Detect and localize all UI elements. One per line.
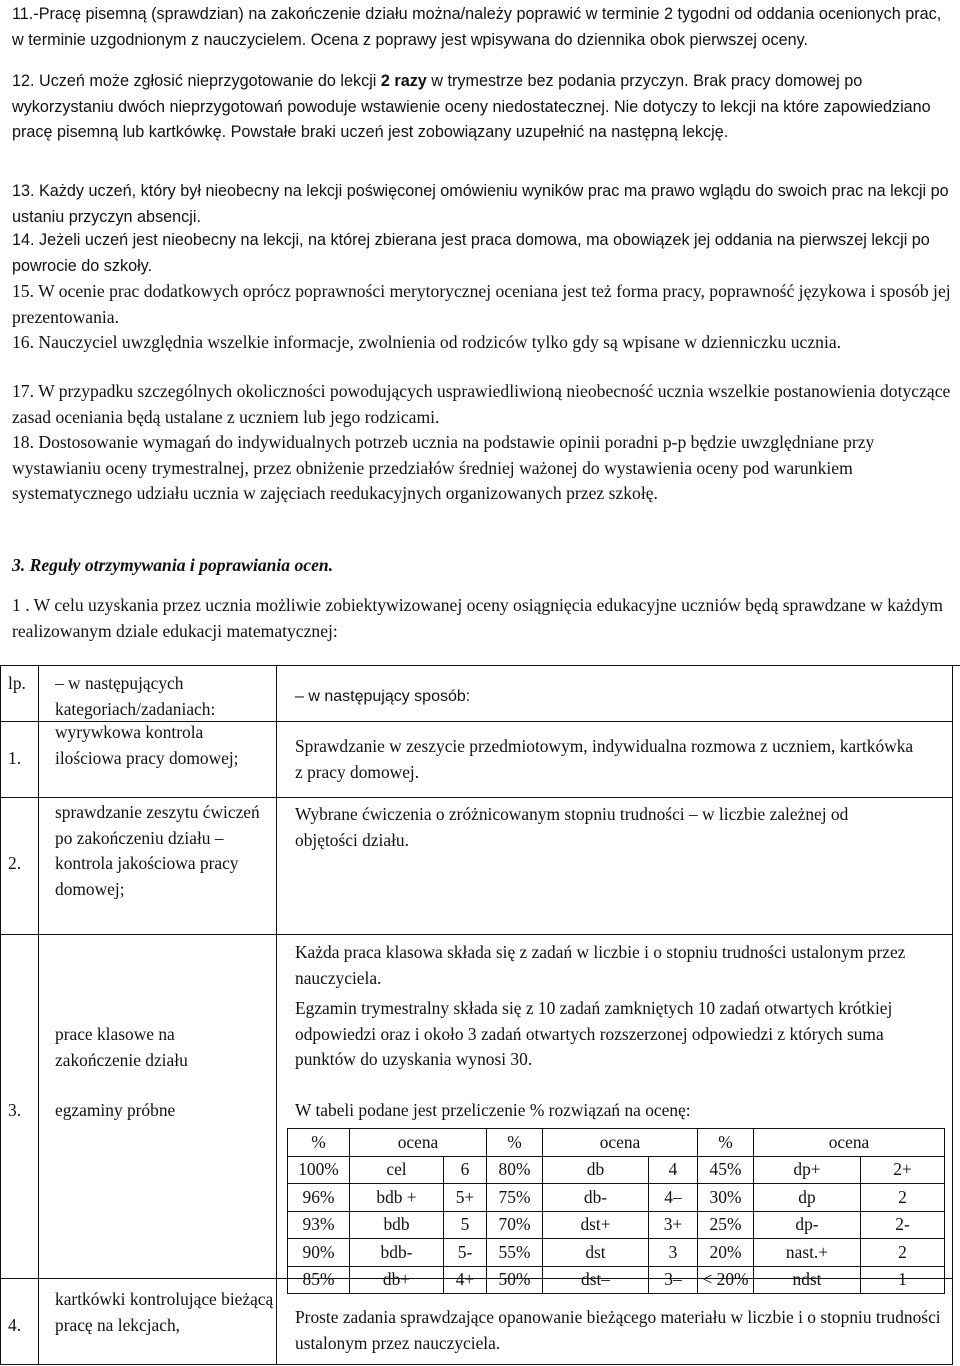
conv-h-grade-2: ocena xyxy=(543,1129,698,1157)
conv-cell: 30% xyxy=(698,1184,754,1212)
conv-cell: 55% xyxy=(487,1239,543,1267)
conv-cell: 20% xyxy=(698,1239,754,1267)
table-border-top xyxy=(0,665,960,666)
conv-cell: 2 xyxy=(861,1184,945,1212)
conversion-row xyxy=(288,1184,945,1212)
section-heading: 3. Reguły otrzymywania i poprawiania ocen. xyxy=(12,555,334,575)
p12-bold-text: 2 razy xyxy=(380,72,427,90)
conv-cell: bdb xyxy=(350,1211,444,1239)
conv-cell: 2+ xyxy=(861,1156,945,1184)
conv-cell: 80% xyxy=(487,1156,543,1184)
header-method: – w następujący sposób: xyxy=(295,688,471,705)
table-border-right xyxy=(952,665,953,1365)
paragraph-16: 16. Nauczyciel uwzględnia wszelkie informacje, zwolnienia od rodziców tylko gdy są wpisane w dzienniczku ucznia. xyxy=(12,332,842,352)
conversion-row xyxy=(288,1211,945,1239)
table-border-left xyxy=(0,665,1,1365)
conv-cell: 5- xyxy=(444,1239,487,1267)
conv-cell: dp+ xyxy=(754,1156,861,1184)
conv-cell: 75% xyxy=(487,1184,543,1212)
conv-cell: dp xyxy=(754,1184,861,1212)
paragraph-12 xyxy=(12,69,952,146)
conv-cell: 2- xyxy=(861,1211,945,1239)
paragraph-17: 17. W przypadku szczególnych okoliczności powodujących usprawiedliwioną nieobecność ucznia wszelkie postanowienia dotyczące zasad oceniania będą ustalane z uczniem lub jego rodzicami. xyxy=(12,381,951,427)
conv-cell: 6 xyxy=(444,1156,487,1184)
row1-category: wyrywkowa kontrola ilościowa pracy domowej; xyxy=(55,722,239,768)
conv-cell: 3+ xyxy=(649,1211,698,1239)
conv-cell: 5 xyxy=(444,1211,487,1239)
table-divider-category xyxy=(276,665,277,1365)
paragraph-18: 18. Dostosowanie wymagań do indywidualnych potrzeb ucznia na podstawie opinii poradni p-p będzie uwzględniane przy wystawianiu oceny trymestralnej, przez obniżenie przedziałów średniej ważonej do wystawienia oceny pod warunkiem systematycznego udziału ucznia w zajęciach reedukacyjnych organizowanych przez szkołę. xyxy=(12,432,875,503)
conv-cell: 5+ xyxy=(444,1184,487,1212)
conv-cell: db+ xyxy=(350,1266,444,1294)
conv-cell: 25% xyxy=(698,1211,754,1239)
row3-method-b: Egzamin trymestralny składa się z 10 zadań zamkniętych 10 zadań otwartych krótkiej odpowiedzi oraz i około 3 zadań otwartych rozszerzonej odpowiedzi z których suma punktów do uzyskania wynosi 30. xyxy=(295,998,893,1070)
conversion-row xyxy=(288,1266,945,1294)
table-line-row3 xyxy=(0,934,953,935)
p12-text-start: 12. Uczeń może zgłosić nieprzygotowanie do lekcji xyxy=(12,72,381,90)
conv-cell: cel xyxy=(350,1156,444,1184)
conversion-row xyxy=(288,1156,945,1184)
conv-cell: ndst xyxy=(754,1266,861,1294)
table-border-bottom xyxy=(0,1364,953,1365)
conv-cell: 93% xyxy=(288,1211,350,1239)
row4-method: Proste zadania sprawdzające opanowanie bieżącego materiału w liczbie i o stopniu trudności ustalonym przez nauczyciela. xyxy=(295,1307,941,1353)
grade-conversion-table xyxy=(287,1128,945,1294)
conv-cell: 70% xyxy=(487,1211,543,1239)
conv-cell: db xyxy=(543,1156,649,1184)
conv-cell: dst– xyxy=(543,1266,649,1294)
conv-cell: 3 xyxy=(649,1239,698,1267)
paragraph-15: 15. W ocenie prac dodatkowych oprócz poprawności merytorycznej oceniana jest też forma pracy, poprawność językowa i sposób jej prezentowania. xyxy=(12,281,951,327)
row3-method-c: W tabeli podane jest przeliczenie % rozwiązań na ocenę: xyxy=(295,1100,691,1120)
conv-cell: db- xyxy=(543,1184,649,1212)
row3-lp: 3. xyxy=(8,1100,22,1120)
conv-cell: dst xyxy=(543,1239,649,1267)
conv-cell: bdb- xyxy=(350,1239,444,1267)
conv-cell: nast.+ xyxy=(754,1239,861,1267)
conversion-header-row xyxy=(288,1129,945,1157)
header-lp: lp. xyxy=(8,673,26,693)
conversion-row xyxy=(288,1239,945,1267)
conv-cell: 96% xyxy=(288,1184,350,1212)
conv-h-pct-3: % xyxy=(698,1129,754,1157)
paragraph-11: 11.-Pracę pisemną (sprawdzian) na zakończenie działu można/należy poprawić w terminie 2 tygodni od oddania ocenionych prac, w terminie uzgodnionym z nauczycielem. Ocena z poprawy jest wpisywana do dziennika obok pierwszej oceny. xyxy=(12,5,942,49)
p12-text-end: w trymestrze bez podania przyczyn. Brak pracy domowej po wykorzystaniu dwóch nieprzygotowań powoduje wstawienie oceny niedostatecznej. Nie dotyczy to lekcji na które zapowiedziano pracę pisemną lub kartkówkę. Powstałe braki uczeń jest zobowiązany uzupełnić na następną lekcję. xyxy=(12,72,931,142)
conv-cell: 1 xyxy=(861,1266,945,1294)
conv-h-grade-3: ocena xyxy=(754,1129,945,1157)
conv-cell: 45% xyxy=(698,1156,754,1184)
row2-category: sprawdzanie zeszytu ćwiczeń po zakończeniu działu – kontrola jakościowa pracy domowej; xyxy=(55,802,260,899)
conv-cell: < 20% xyxy=(698,1266,754,1294)
conv-cell: 85% xyxy=(288,1266,350,1294)
row3-category-b: egzaminy próbne xyxy=(55,1100,176,1120)
conv-cell: 90% xyxy=(288,1239,350,1267)
section-intro: 1 . W celu uzyskania przez ucznia możliwie zobiektywizowanej oceny osiągnięcia edukacyjne uczniów będą sprawdzane w każdym realizowanym dziale edukacji matematycznej: xyxy=(12,595,943,641)
row4-category: kartkówki kontrolujące bieżącą pracę na lekcjach, xyxy=(55,1289,274,1335)
row4-lp: 4. xyxy=(8,1315,22,1335)
conv-h-grade-1: ocena xyxy=(350,1129,487,1157)
row2-method: Wybrane ćwiczenia o zróżnicowanym stopniu trudności – w liczbie zależnej od objętości działu. xyxy=(295,804,849,850)
table-divider-lp xyxy=(38,665,39,1365)
conv-h-pct-2: % xyxy=(487,1129,543,1157)
paragraph-14: 14. Jeżeli uczeń jest nieobecny na lekcji, na której zbierana jest praca domowa, ma obowiązek jej oddania na pierwszej lekcji po powrocie do szkoły. xyxy=(12,231,930,275)
conv-cell: 50% xyxy=(487,1266,543,1294)
row1-method: Sprawdzanie w zeszycie przedmiotowym, indywidualna rozmowa z uczniem, kartkówka z pracy domowej. xyxy=(295,736,914,782)
row1-lp: 1. xyxy=(8,748,22,768)
row2-lp: 2. xyxy=(8,853,22,873)
conv-cell: 4– xyxy=(649,1184,698,1212)
row3-method-a: Każda praca klasowa składa się z zadań w liczbie i o stopniu trudności ustalonym przez nauczyciela. xyxy=(295,942,906,988)
conv-cell: 2 xyxy=(861,1239,945,1267)
paragraph-13: 13. Każdy uczeń, który był nieobecny na lekcji poświęconej omówieniu wyników prac ma prawo wglądu do swoich prac na lekcji po ustaniu przyczyn absencji. xyxy=(12,182,949,226)
conv-cell: 4 xyxy=(649,1156,698,1184)
table-line-row2 xyxy=(0,797,953,798)
conv-cell: 100% xyxy=(288,1156,350,1184)
conv-cell: dp- xyxy=(754,1211,861,1239)
header-category: – w następujących kategoriach/zadaniach: xyxy=(55,673,216,719)
conv-cell: 4+ xyxy=(444,1266,487,1294)
conv-cell: dst+ xyxy=(543,1211,649,1239)
row3-category-a: prace klasowe na zakończenie działu xyxy=(55,1024,188,1070)
conv-h-pct-1: % xyxy=(288,1129,350,1157)
conv-cell: 3– xyxy=(649,1266,698,1294)
conv-cell: bdb + xyxy=(350,1184,444,1212)
